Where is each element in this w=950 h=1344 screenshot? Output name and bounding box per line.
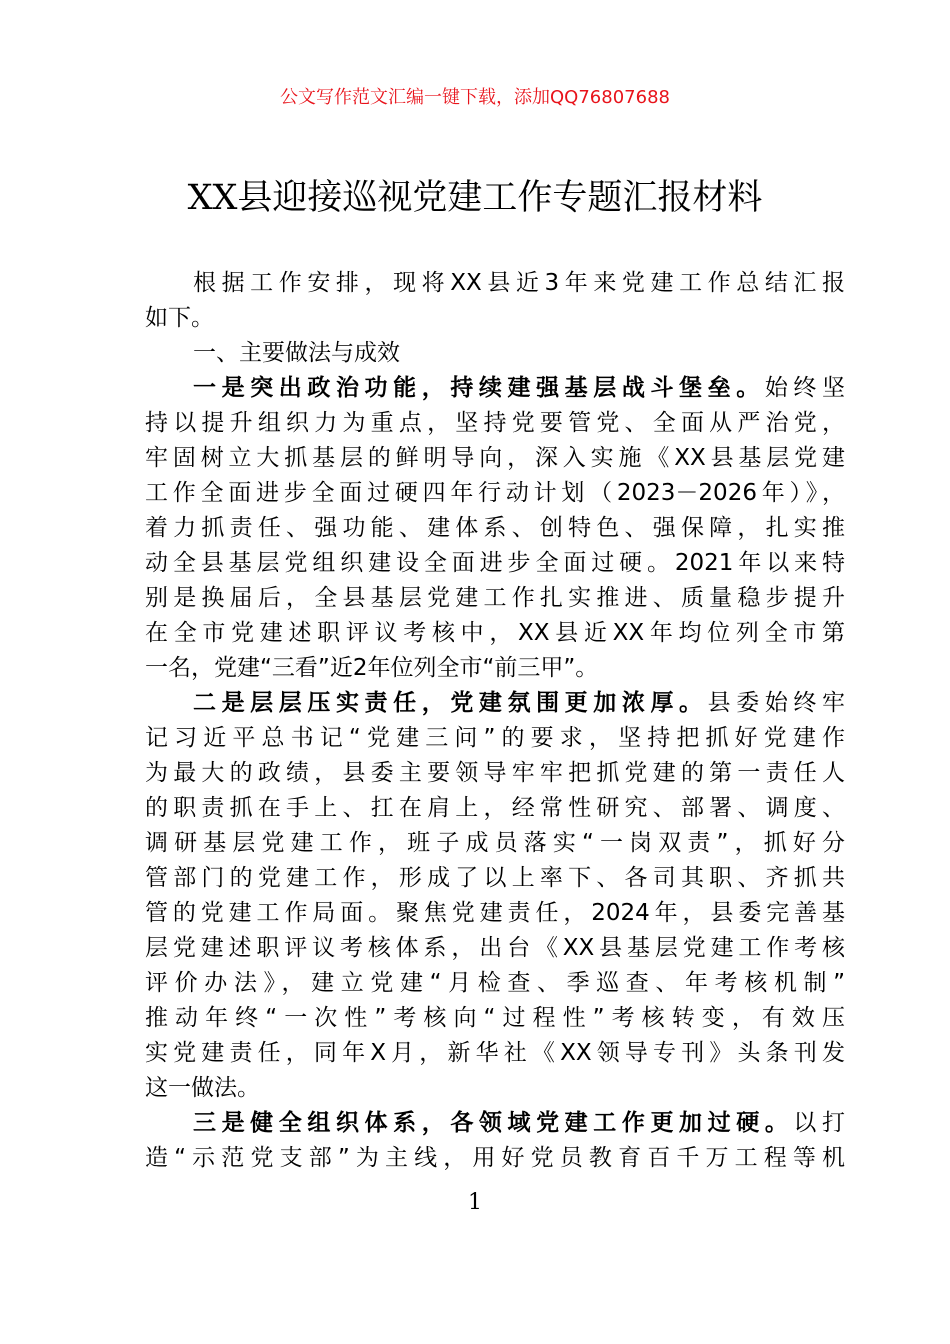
body-line: 工作全面进步全面过硬四年行动计划（2023－2026年）》， <box>145 480 845 506</box>
body-line: 实党建责任，同年X月，新华社《XX领导专刊》头条刊发 <box>145 1040 845 1066</box>
body-line: 牢固树立大抓基层的鲜明导向，深入实施《XX县基层党建 <box>145 445 845 471</box>
body-line: 三是健全组织体系，各领域党建工作更加过硬。以打 <box>193 1110 846 1136</box>
body-line: 管部门的党建工作，形成了以上率下、各司其职、齐抓共 <box>145 865 845 891</box>
body-line: 这一做法。 <box>145 1075 260 1101</box>
body-line: 管的党建工作局面。聚焦党建责任，2024年，县委完善基 <box>145 900 845 926</box>
body-line: 一是突出政治功能，持续建强基层战斗堡垒。始终坚 <box>193 375 846 401</box>
body-line: 根据工作安排，现将XX县近3年来党建工作总结汇报 <box>193 270 845 296</box>
body-line: 持以提升组织力为重点，坚持党要管党、全面从严治党， <box>145 410 845 436</box>
section-heading: 一、主要做法与成效 <box>193 340 400 366</box>
body-line: 记习近平总书记“党建三问”的要求，坚持把抓好党建作 <box>145 725 845 751</box>
bold-lead: 一是突出政治功能，持续建强基层战斗堡垒。 <box>193 375 765 401</box>
body-line: 二是层层压实责任，党建氛围更加浓厚。县委始终牢 <box>193 690 846 716</box>
body-line: 别是换届后，全县基层党建工作扎实推进、质量稳步提升 <box>145 585 845 611</box>
body-line: 为最大的政绩，县委主要领导牢牢把抓党建的第一责任人 <box>145 760 845 786</box>
body-line: 调研基层党建工作，班子成员落实“一岗双责”，抓好分 <box>145 830 845 856</box>
body-line: 如下。 <box>145 305 214 331</box>
bold-lead: 二是层层压实责任，党建氛围更加浓厚。 <box>193 690 708 716</box>
document-title: XX县迎接巡视党建工作专题汇报材料 <box>187 178 763 218</box>
body-line: 动全县基层党组织建设全面进步全面过硬。2021年以来特 <box>145 550 845 576</box>
page-number: 1 <box>468 1190 482 1215</box>
body-line: 推动年终“一次性”考核向“过程性”考核转变，有效压 <box>145 1005 845 1031</box>
body-line: 一名，党建“三看”近2年位列全市“前三甲”。 <box>145 655 599 681</box>
body-line: 的职责抓在手上、扛在肩上，经常性研究、部署、调度、 <box>145 795 845 821</box>
body-line: 评价办法》，建立党建“月检查、季巡查、年考核机制” <box>145 970 845 996</box>
body-line: 层党建述职评议考核体系，出台《XX县基层党建工作考核 <box>145 935 845 961</box>
body-line: 在全市党建述职评议考核中，XX县近XX年均位列全市第 <box>145 620 845 646</box>
download-banner: 公文写作范文汇编一键下载，添加QQ76807688 <box>280 87 670 108</box>
body-line: 造“示范党支部”为主线，用好党员教育百千万工程等机 <box>145 1145 845 1171</box>
bold-lead: 三是健全组织体系，各领域党建工作更加过硬。 <box>193 1110 794 1136</box>
body-line: 着力抓责任、强功能、建体系、创特色、强保障，扎实推 <box>145 515 845 541</box>
